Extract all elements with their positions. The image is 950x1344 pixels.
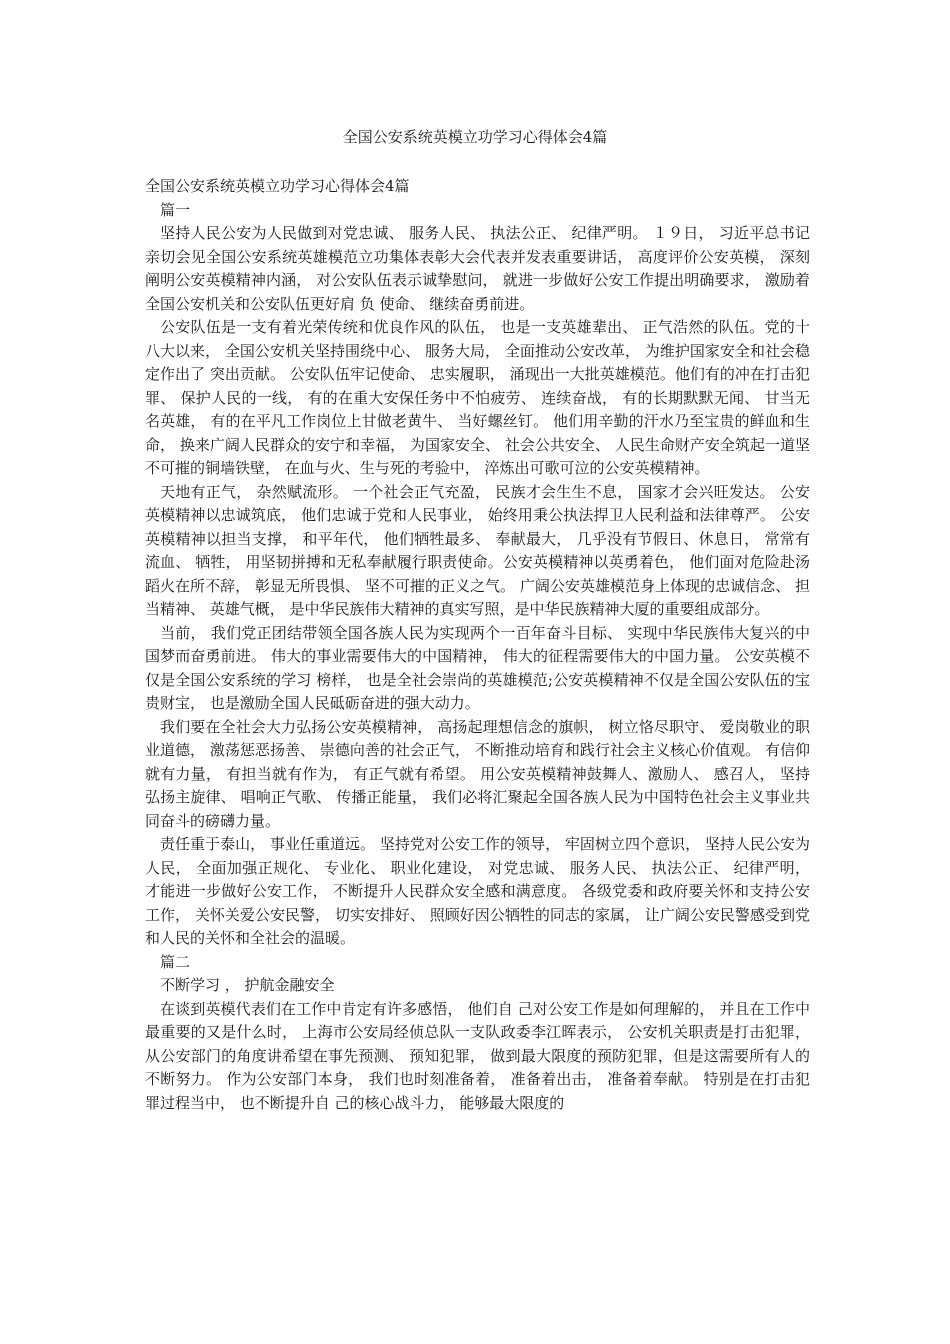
body-heading: 全国公安系统英模立功学习心得体会4篇 <box>145 177 410 195</box>
paragraph: 责任重于泰山， 事业任重道远。 坚持党对公安工作的领导， 牢固树立四个意识， 坚持人民公安为人民， 全面加强正规化、 专业化、 职业化建设， 对党忠诚、 服务人民、 执法公正、 纪律严明， 才能进一步做好公安工作， 不断提升人民群众安全感和满意度。 各级党委和政府要关怀和支持公安工作， 关怀关爱公安民警， 切实安排好、 照顾好因公牺牲的同志的家属， 让广阔公安民警感受到党和人民的关怀和全社会的温暖。 <box>145 835 810 947</box>
paragraph: 坚持人民公安为人民做到对党忠诚、 服务人民、 执法公正、 纪律严明。 １９日， 习近平总书记亲切会见全国公安系统英雄模范立功集体表彰大会代表并发表重要讲话， 高度评价公安英模， 深刻阐明公安英模精神内涵， 对公安队伍表示诚挚慰问， 就进一步做好公安工作提出明确要求， 激励着全国公安机关和公安队伍更好肩 负 使命、 继续奋勇前进。 <box>145 224 810 313</box>
paragraph: 我们要在全社会大力弘扬公安英模精神， 高扬起理想信念的旗帜， 树立恪尽职守、 爱岗敬业的职业道德， 激荡惩恶扬善、 崇德向善的社会正气， 不断推动培育和践行社会主义核心价值观。 有信仰就有力量， 有担当就有作为， 有正气就有希望。 用公安英模精神鼓舞人、激励人、 感召人， 坚持弘扬主旋律、 唱响正气歌、 传播正能量， 我们必将汇聚起全国各族人民为中国特色社会主义事业共同奋斗的磅礴力量。 <box>145 717 810 830</box>
paragraph: 在谈到英模代表们在工作中肯定有许多感悟， 他们自 己对公安工作是如何理解的， 并且在工作中最重要的又是什么时， 上海市公安局经侦总队一支队政委李江晖表示， 公安机关职责是打击犯罪， 从公安部门的角度讲希望在事先预测、 预知犯罪， 做到最大限度的预防犯罪，但是这需要所有人的不断努力。 作为公安部门本身， 我们也时刻准备着， 准备着出击， 准备着奉献。 特别是在打击犯罪过程当中， 也不断提升自 己的核心战斗力， 能够最大限度的 <box>145 999 810 1112</box>
paragraph: 当前， 我们党正团结带领全国各族人民为实现两个一百年奋斗目标、 实现中华民族伟大复兴的中国梦而奋勇前进。 伟大的事业需要伟大的中国精神， 伟大的征程需要伟大的中国力量。 公安英模不仅是全国公安系统的学习 榜样， 也是全社会崇尚的英雄模范;公安英模精神不仅是全国公安队伍的宝贵财宝， 也是激励全国人民砥砺奋进的强大动力。 <box>145 623 810 712</box>
paragraph: 公安队伍是一支有着光荣传统和优良作风的队伍， 也是一支英雄辈出、 正气浩然的队伍。党的十八大以来， 全国公安机关坚持围绕中心、 服务大局， 全面推动公安改革， 为维护国家安全和社会稳定作出了 突出贡献。 公安队伍牢记使命、 忠实履职， 涌现出一大批英雄模范。他们有的冲在打击犯罪、 保护人民的一线， 有的在重大安保任务中不怕疲劳、 连续奋战， 有的长期默默无闻、 甘当无名英雄， 有的在平凡工作岗位上甘做老黄牛、 当好螺丝钉。 他们用辛勤的汗水乃至宝贵的鲜血和生命， 换来广阔人民群众的安宁和幸福， 为国家安全、 社会公共安全、 人民生命财产安全筑起一道坚不可摧的铜墙铁壁， 在血与火、生与死的考验中， 淬炼出可歌可泣的公安英模精神。 <box>145 318 810 477</box>
section-heading-1: 篇一 <box>160 200 191 219</box>
paragraph: 天地有正气， 杂然赋流形。 一个社会正气充盈， 民族才会生生不息， 国家才会兴旺发达。 公安英模精神以忠诚筑底， 他们忠诚于党和人民事业， 始终用秉公执法捍卫人民利益和法律尊严。 公安英模精神以担当支撑， 和平年代， 他们牺牲最多、 奉献最大， 几乎没有节假日、休息日， 常常有流血、 牺牲， 用坚韧拼搏和无私奉献履行职责使命。公安英模精神以英勇着色， 他们面对危险赴汤蹈火在所不辞， 彰显无所畏惧、 坚不可摧的正义之气。 广阔公安英雄模范身上体现的忠诚信念、 担当精神、 英雄气概， 是中华民族伟大精神的真实写照，是中华民族精神大厦的重要组成部分。 <box>145 482 810 618</box>
document-title: 全国公安系统英模立功学习心得体会4篇 <box>342 128 608 146</box>
document-body <box>145 175 810 1115</box>
subheading: 不断学习 ， 护航金融安全 <box>160 976 335 994</box>
section-heading-2: 篇二 <box>160 952 191 971</box>
